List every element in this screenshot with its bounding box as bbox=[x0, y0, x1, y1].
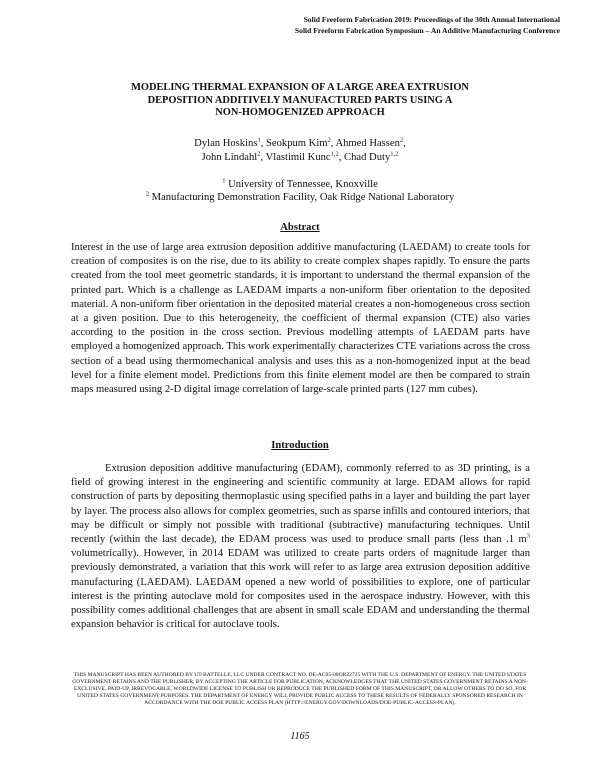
paper-title-line2: DEPOSITION ADDITIVELY MANUFACTURED PARTS USING A bbox=[147, 94, 453, 106]
author-affiliation-mark: 2 bbox=[257, 150, 261, 158]
author-affiliation-mark: 1,2 bbox=[390, 150, 399, 158]
author-name: Dylan Hoskins bbox=[194, 138, 258, 149]
abstract-body bbox=[71, 241, 530, 397]
author-name: Vlastimil Kunc bbox=[265, 151, 331, 163]
abstract-paragraph: Interest in the use of large area extrusion deposition additive manufacturing (LAEDAM) to create tools for creation of composites is on the rise, due to its ability to create complex shapes rapidly. To ensure the parts created from the tool meet geometric standards, it is important to understand the thermal expansion of the printed part. Which is a challenge as LAEDAM imparts a non-uniform fiber orientation to the deposited material. A non-uniform fiber orientation in the deposited material creates a non-homogeneous cross section at a given position. Due to this heterogeneity, the coefficient of thermal expansion (CTE) also varies according to the position in the cross section. Previous modelling attempts of LAEDAM parts have employed a homogenized approach. This work experimentally characterizes CTE variations across the cross section of a bead using thermomechanical analysis and uses this as a non-homogenized input at the bead level for a finite element model. Predictions from this finite element model are then be compared to strain maps measured using 2-D digital image correlation of large-scale printed parts (127 mm cubes). bbox=[71, 242, 530, 396]
proceedings-header-line2: Solid Freeform Fabrication Symposium – An Additive Manufacturing Conference bbox=[294, 26, 560, 35]
author-name: Ahmed Hassen bbox=[335, 138, 400, 149]
affiliation-item: $^1$ University of Tennessee, Knoxville bbox=[222, 177, 378, 190]
introduction-body bbox=[71, 462, 530, 632]
author-line-2: John Lindahl$^2$, Vlastimil Kunc$^{1,2}$, Chad Duty$^{1,2}$ bbox=[201, 150, 399, 163]
author-name: Chad Duty bbox=[344, 151, 391, 163]
author-line-1: Dylan Hoskins$^1$, Seokpum Kim$^2$, Ahmed Hassen$^2$, bbox=[194, 136, 406, 149]
author-affiliation-mark: 2 bbox=[399, 136, 404, 144]
introduction-paragraph: Extrusion deposition additive manufacturing (EDAM), commonly referred to as 3D printing, is a field of growing interest in the engineering and scientific community at large. EDAM allows for rapid construction of parts by depositing thermoplastic using specified paths in a layer and building the part layer by layer. The process also allows for complex geometries, such as sparse infills and contoured interiors, that may be difficult or simply not possible with traditional (subtractive) manufacturing techniques. Until recently (within the last decade), the EDAM process was used to produce small parts (less than .1 $m^3$ volumetrically). However, in 2014 EDAM was utilized to create parts orders of magnitude larger than previously demonstrated, a variation that this work will refer to as large area extrusion deposition additive manufacturing (LAEDAM). LAEDAM opened a new world of possibilities to explore, one of particular interest is the printing autoclave mold for composites used in the aerospace industry. However, with this possibility comes additional challenges that are absent in small scale EDAM and understanding the thermal expansion behavior is critical for autoclave tools. bbox=[71, 463, 530, 631]
paper-title-line3: NON-HOMOGENIZED APPROACH bbox=[215, 107, 385, 118]
page-number: 1165 bbox=[290, 731, 310, 742]
author-affiliation-mark: 2 bbox=[327, 136, 331, 144]
affiliation-item: $^2$ Manufacturing Demonstration Facility, Oak Ridge National Laboratory bbox=[145, 190, 455, 204]
proceedings-header-line1: Solid Freeform Fabrication 2019: Proceedings of the 30th Annual International bbox=[303, 15, 560, 24]
paper-title bbox=[60, 82, 540, 120]
proceedings-header bbox=[295, 14, 560, 36]
paper-title-line1: MODELING THERMAL EXPANSION OF A LARGE AREA EXTRUSION bbox=[131, 82, 469, 93]
introduction-heading: Introduction bbox=[271, 440, 329, 451]
abstract-heading: Abstract bbox=[280, 222, 320, 233]
affiliation-list bbox=[60, 178, 540, 205]
author-affiliation-mark: 1,2 bbox=[330, 150, 339, 158]
author-name: John Lindahl bbox=[201, 151, 258, 163]
doe-copyright-notice: THIS MANUSCRIPT HAS BEEN AUTHORED BY UT-BATTELLE, LLC UNDER CONTRACT NO. DE-AC05-00OR22725 WITH THE U.S. DEPARTMENT OF ENERGY. THE UNITED STATES GOVERNMENT RETAINS AND THE PUBLISHER, BY ACCEPTING THE ARTICLE FOR PUBLICATION, ACKNOWLEDGES THAT THE UNITED STATES GOVERNMENT RETAINS A NON-EXCLUSIVE, PAID-UP, IRREVOCABLE, WORLDWIDE LICENSE TO PUBLISH OR REPRODUCE THE PUBLISHED FORM OF THIS MANUSCRIPT, OR ALLOW OTHERS TO DO SO, FOR UNITED STATES GOVERNMENT PURPOSES. THE DEPARTMENT OF ENERGY WILL PROVIDE PUBLIC ACCESS TO THESE RESULTS OF FEDERALLY SPONSORED RESEARCH IN ACCORDANCE WITH THE DOE PUBLIC ACCESS PLAN (HTTP://ENERGY.GOV/DOWNLOADS/DOE-PUBLIC-ACCESS-PLAN). bbox=[72, 672, 528, 706]
author-list bbox=[60, 137, 540, 164]
author-name: Seokpum Kim bbox=[266, 138, 328, 149]
author-affiliation-mark: 1 bbox=[257, 136, 261, 144]
